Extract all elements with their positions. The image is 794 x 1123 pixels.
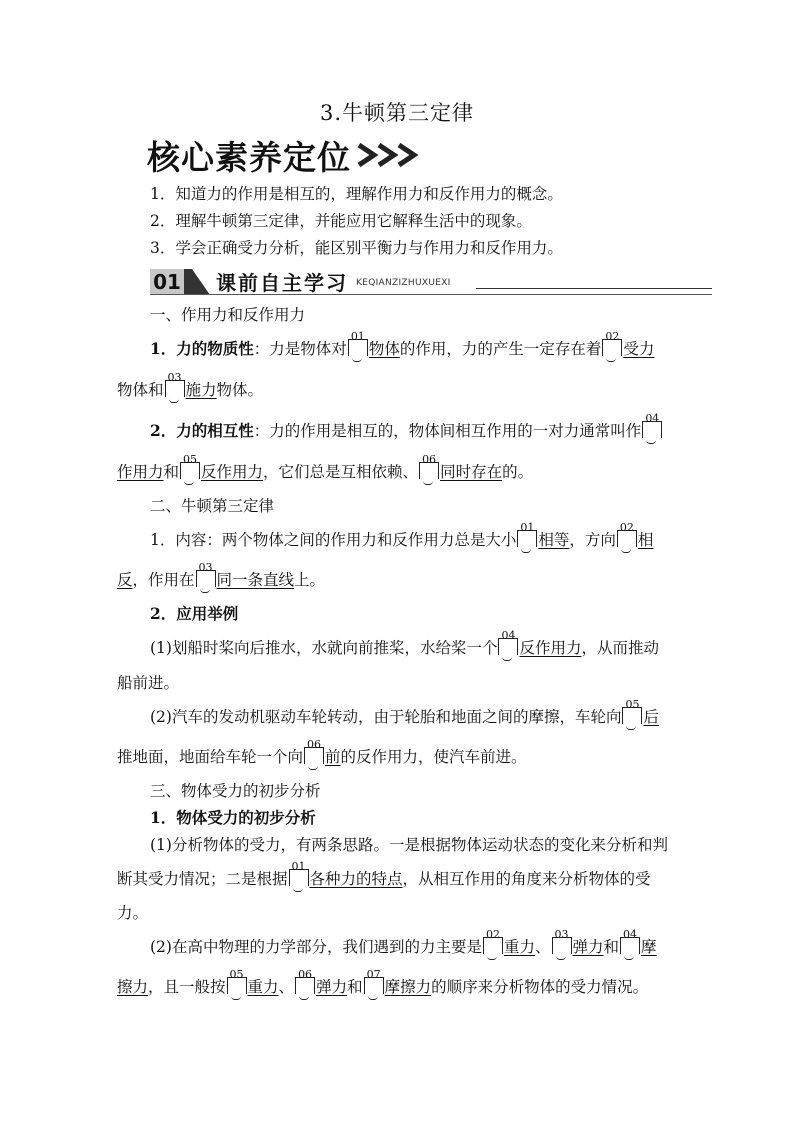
paragraph-3-line-1: 1．内容：两个物体之间的作用力和反作用力总是大小 01 相等，方向 02 相 <box>150 521 654 549</box>
answer: 重力 <box>247 978 279 996</box>
answer: 各种力的特点 <box>309 870 403 888</box>
blank-number: 02 <box>602 339 622 356</box>
section-subtitle: KEQIANZIZHUXUEXI <box>356 278 451 288</box>
paragraph-3-line-2: 反，作用在 03 同一条直线上。 <box>117 561 326 589</box>
slash-decoration-icon <box>184 268 214 300</box>
blank-number: 05 <box>180 462 200 479</box>
answer: 弹力 <box>316 978 348 996</box>
page-title: 3.牛顿第三定律 <box>319 101 475 125</box>
blank-number: 04 <box>642 421 662 438</box>
paragraph-7-line-2: 擦力，且一般按 05 重力、 06 弹力和 07 摩擦力的顺序来分析物体的受力情况。 <box>117 968 649 996</box>
paragraph-4-line-2: 船前进。 <box>117 674 180 692</box>
blank-number: 05 <box>227 977 247 994</box>
heading-4: 三、物体受力的初步分析 <box>150 782 321 800</box>
answer: 后 <box>643 708 659 726</box>
blank-number: 04 <box>620 937 640 954</box>
triple-chevron-icon <box>357 142 421 168</box>
answer: 反作用力 <box>519 639 582 657</box>
answer: 反作用力 <box>201 463 264 481</box>
blank-number: 05 <box>622 707 642 724</box>
answer: 相等 <box>538 531 570 549</box>
answer: 弹力 <box>572 938 604 956</box>
banner-text: 核心素养定位 <box>147 137 351 177</box>
answer: 施力 <box>185 381 217 399</box>
blank-number: 01 <box>289 869 309 886</box>
blank-number: 06 <box>419 462 439 479</box>
goal-1: 1．知道力的作用是相互的，理解作用力和反作用力的概念。 <box>150 185 563 203</box>
blank-number: 07 <box>364 977 384 994</box>
paragraph-6-line-1: (1)分析物体的受力，有两条思路。一是根据物体运动状态的变化来分析和判 <box>150 836 668 854</box>
answer: 同时存在 <box>440 463 503 481</box>
answer: 擦力 <box>117 978 149 996</box>
section-rule <box>476 288 712 289</box>
paragraph-5-line-1: (2)汽车的发动机驱动车轮转动，由于轮胎和地面之间的摩擦，车轮向 05 后 <box>150 698 659 726</box>
blank-number: 01 <box>348 339 368 356</box>
answer: 摩擦力 <box>384 978 432 996</box>
answer: 前 <box>325 748 341 766</box>
blank-number: 03 <box>165 380 185 397</box>
blank-number: 03 <box>196 570 216 587</box>
paragraph-7-line-1: (2)在高中物理的力学部分，我们遇到的力主要是 02 重力、 03 弹力和 04 摩 <box>150 928 657 956</box>
blank-number: 04 <box>498 638 518 655</box>
heading-1: 一、作用力和反作用力 <box>150 306 306 324</box>
paragraph-1-line-1: 1．力的物质性：力是物体对 01 物体的作用，力的产生一定存在着 02 受力 <box>150 330 655 358</box>
section-number: 01 <box>150 269 184 295</box>
answer: 相 <box>637 531 654 549</box>
paragraph-2-line-1: 2．力的相互性：力的作用是相互的，物体间相互作用的一对力通常叫作 04 <box>150 421 663 441</box>
answer: 反 <box>117 571 133 589</box>
blank-number: 03 <box>552 937 572 954</box>
answer: 同一条直线 <box>216 571 295 589</box>
paragraph-4-line-1: (1)划船时桨向后推水，水就向前推桨，水给桨一个 04 反作用力，从而推动 <box>150 629 659 657</box>
blank-number: 02 <box>483 937 503 954</box>
blank-number: 06 <box>295 977 315 994</box>
section-header <box>150 268 712 298</box>
section-rule <box>150 294 712 295</box>
heading-5: 1．物体受力的初步分析 <box>150 808 316 827</box>
section-title: 课前自主学习 <box>216 271 348 295</box>
goal-2: 2．理解牛顿第三定律，并能应用它解释生活中的现象。 <box>150 212 532 230</box>
answer: 作用力 <box>117 463 164 481</box>
answer: 物体 <box>368 340 400 358</box>
blank-number: 06 <box>304 747 324 764</box>
paragraph-6-line-2: 断其受力情况；二是根据 01 各种力的特点，从相互作用的角度来分析物体的受 <box>117 860 651 888</box>
answer: 摩 <box>641 938 657 956</box>
answer: 重力 <box>503 938 535 956</box>
heading-3: 2．应用举例 <box>150 604 239 623</box>
heading-2: 二、牛顿第三定律 <box>150 497 275 515</box>
paragraph-6-line-3: 力。 <box>117 904 149 922</box>
goal-3: 3．学会正确受力分析，能区别平衡力与作用力和反作用力。 <box>150 239 563 257</box>
core-literacy-banner <box>147 135 421 175</box>
paragraph-5-line-2: 推地面，地面给车轮一个向 06 前的反作用力，使汽车前进。 <box>117 738 527 766</box>
blank-number: 01 <box>517 530 537 547</box>
paragraph-2-line-2: 作用力和 05 反作用力，它们总是互相依赖、 06 同时存在的。 <box>117 453 534 481</box>
paragraph-1-line-2: 物体和 03 施力物体。 <box>117 371 264 399</box>
blank-number: 02 <box>617 530 637 547</box>
answer: 受力 <box>623 340 655 358</box>
